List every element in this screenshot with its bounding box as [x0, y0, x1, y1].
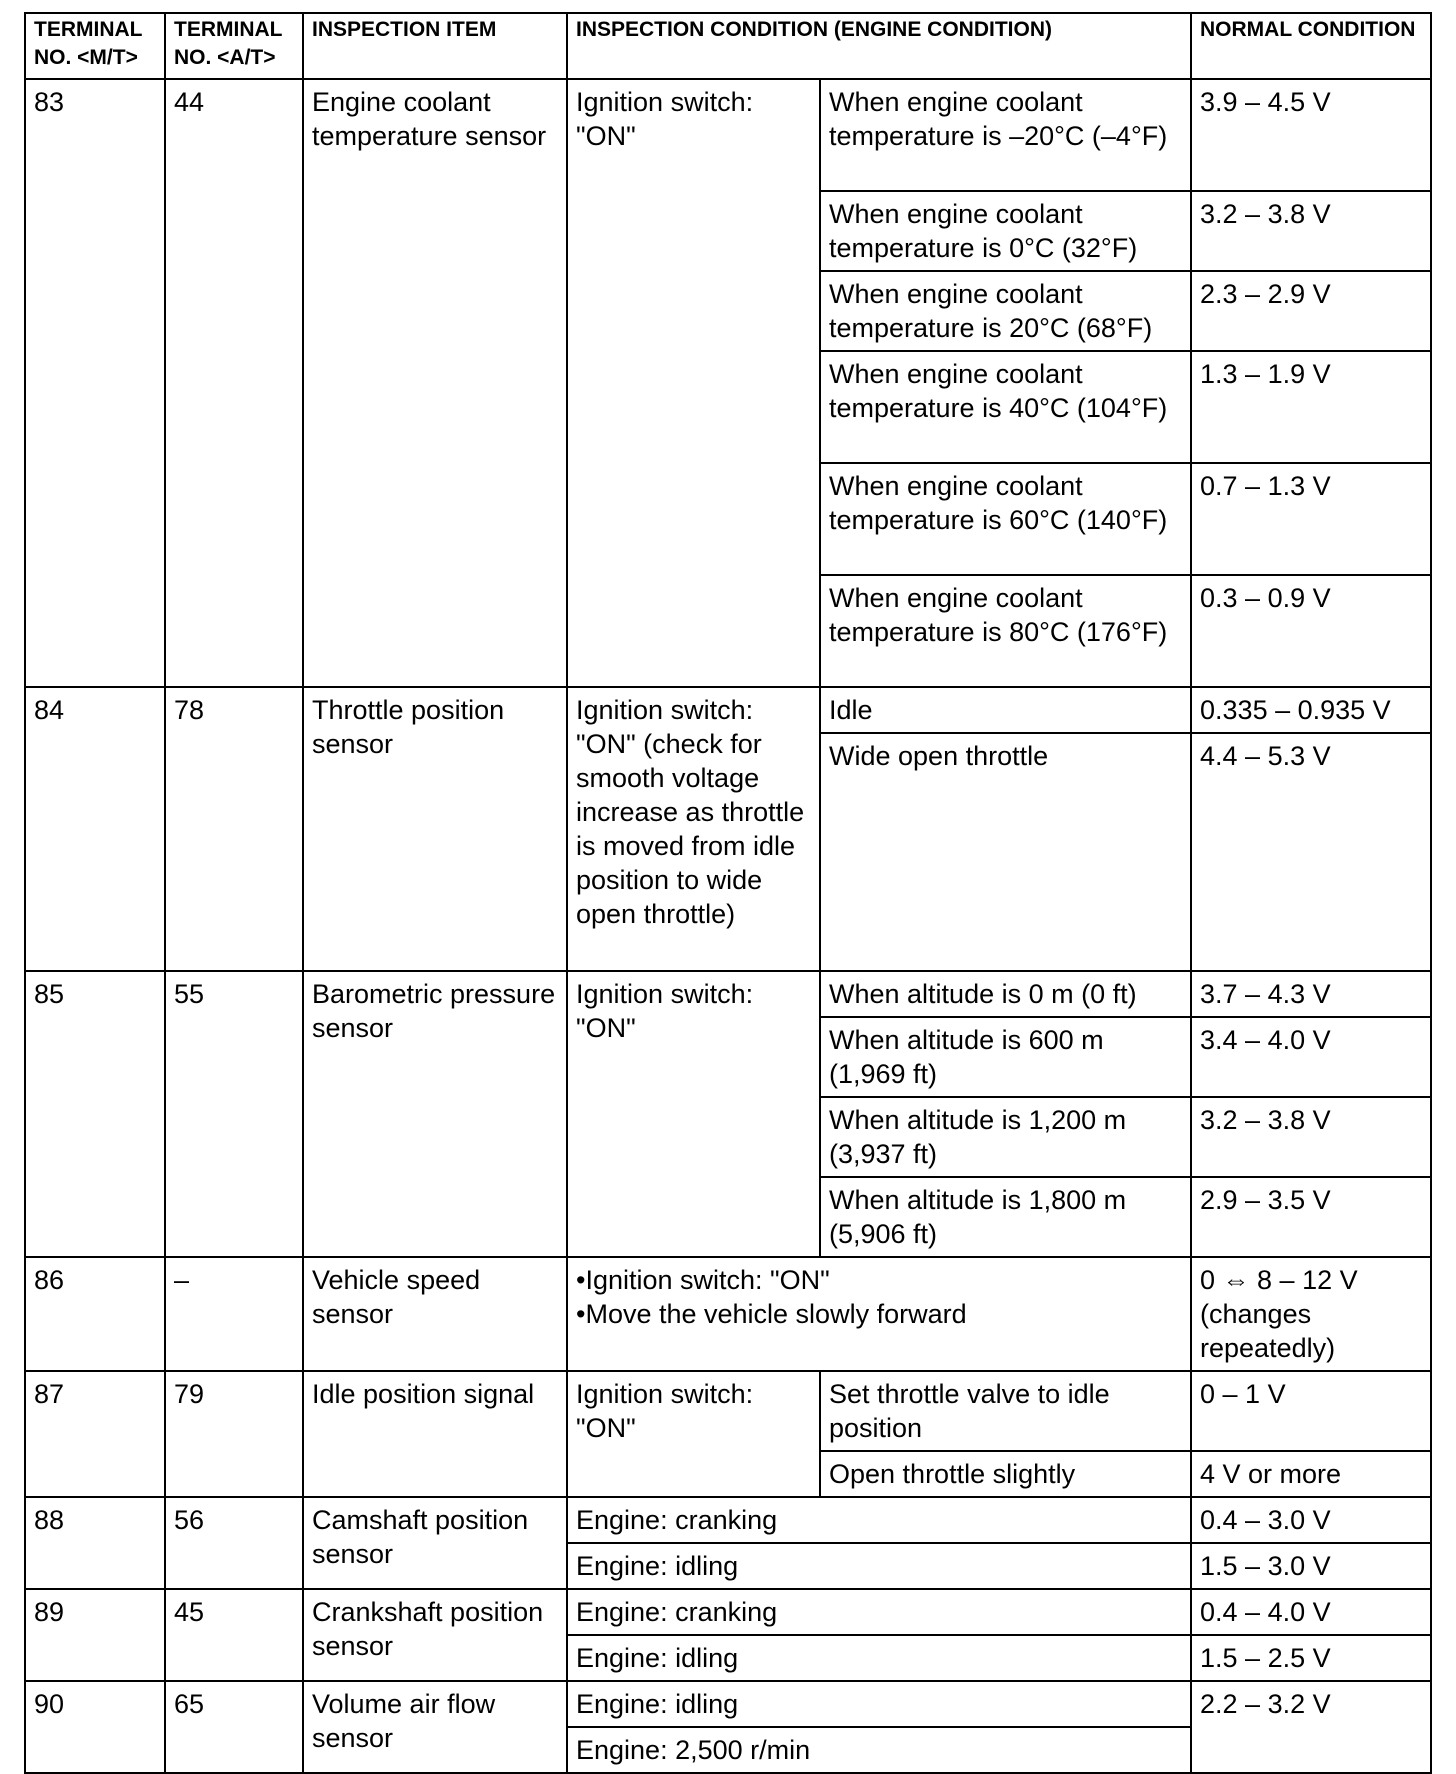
normal-value: 0 – 1 V	[1191, 1371, 1431, 1451]
terminal-mt: 88	[25, 1497, 165, 1589]
inspection-item: Barometric pressure sensor	[303, 971, 567, 1257]
normal-value: 3.4 – 4.0 V	[1191, 1017, 1431, 1097]
terminal-at: 56	[165, 1497, 303, 1589]
terminal-at: 78	[165, 687, 303, 971]
inspection-item: Idle position signal	[303, 1371, 567, 1497]
terminal-mt: 85	[25, 971, 165, 1257]
normal-value: 3.2 – 3.8 V	[1191, 191, 1431, 271]
terminal-mt: 84	[25, 687, 165, 971]
normal-value: 0 ⇔ 8 – 12 V (changes repeatedly)	[1191, 1257, 1431, 1371]
sub-condition: Open throttle slightly	[820, 1451, 1191, 1497]
normal-value: 1.3 – 1.9 V	[1191, 351, 1431, 463]
sub-condition: When engine coolant temperature is 80°C (176°F)	[820, 575, 1191, 687]
terminal-at: 55	[165, 971, 303, 1257]
table-row	[25, 971, 1431, 1017]
sub-condition: Idle	[820, 687, 1191, 733]
normal-value: 3.7 – 4.3 V	[1191, 971, 1431, 1017]
table-row	[25, 687, 1431, 733]
normal-value: 3.2 – 3.8 V	[1191, 1097, 1431, 1177]
table-row	[25, 1681, 1431, 1727]
inspection-item: Throttle position sensor	[303, 687, 567, 971]
inspection-condition: Ignition switch: "ON"	[567, 79, 820, 687]
normal-value: 1.5 – 2.5 V	[1191, 1635, 1431, 1681]
normal-value: 3.9 – 4.5 V	[1191, 79, 1431, 191]
inspection-item: Volume air flow sensor	[303, 1681, 567, 1773]
inspection-condition: Engine: cranking	[567, 1497, 1191, 1543]
table-row	[25, 1371, 1431, 1451]
terminal-at: 44	[165, 79, 303, 687]
sub-condition: When altitude is 0 m (0 ft)	[820, 971, 1191, 1017]
condition-line: •Ignition switch: "ON"	[576, 1265, 830, 1295]
inspection-condition: Ignition switch: "ON"	[567, 1371, 820, 1497]
normal-value: 2.3 – 2.9 V	[1191, 271, 1431, 351]
condition-line: •Move the vehicle slowly forward	[576, 1299, 967, 1329]
normal-value: 0.7 – 1.3 V	[1191, 463, 1431, 575]
inspection-condition: Engine: cranking	[567, 1589, 1191, 1635]
inspection-condition: Engine: idling	[567, 1681, 1191, 1727]
inspection-item: Crankshaft position sensor	[303, 1589, 567, 1681]
normal-value: 0.4 – 3.0 V	[1191, 1497, 1431, 1543]
sub-condition: When engine coolant temperature is 20°C (68°F)	[820, 271, 1191, 351]
header-row	[25, 13, 1431, 79]
terminal-at: 45	[165, 1589, 303, 1681]
header-terminal-at: TERMINAL NO. <A/T>	[165, 13, 303, 79]
header-terminal-mt: TERMINAL NO. <M/T>	[25, 13, 165, 79]
inspection-item: Engine coolant temperature sensor	[303, 79, 567, 687]
header-inspection-item: INSPECTION ITEM	[303, 13, 567, 79]
sub-condition: When altitude is 1,800 m (5,906 ft)	[820, 1177, 1191, 1257]
normal-value: 0.335 – 0.935 V	[1191, 687, 1431, 733]
sub-condition: Set throttle valve to idle position	[820, 1371, 1191, 1451]
terminal-mt: 83	[25, 79, 165, 687]
normal-value: 4.4 – 5.3 V	[1191, 733, 1431, 971]
terminal-at: 79	[165, 1371, 303, 1497]
sub-condition: When engine coolant temperature is –20°C (–4°F)	[820, 79, 1191, 191]
terminal-mt: 89	[25, 1589, 165, 1681]
header-normal-condition: NORMAL CONDITION	[1191, 13, 1431, 79]
normal-value: 2.2 – 3.2 V	[1191, 1681, 1431, 1773]
sub-condition: Wide open throttle	[820, 733, 1191, 971]
sub-condition: When altitude is 600 m (1,969 ft)	[820, 1017, 1191, 1097]
table-row	[25, 1589, 1431, 1635]
inspection-condition: Ignition switch: "ON" (check for smooth voltage increase as throttle is moved from idle position to wide open throttle)	[567, 687, 820, 971]
normal-value: 0.4 – 4.0 V	[1191, 1589, 1431, 1635]
table-row	[25, 79, 1431, 191]
normal-value: 4 V or more	[1191, 1451, 1431, 1497]
normal-value: 2.9 – 3.5 V	[1191, 1177, 1431, 1257]
terminal-mt: 87	[25, 1371, 165, 1497]
normal-value: 1.5 – 3.0 V	[1191, 1543, 1431, 1589]
inspection-condition: Ignition switch: "ON"	[567, 971, 820, 1257]
inspection-condition: Engine: 2,500 r/min	[567, 1727, 1191, 1773]
table-row	[25, 1497, 1431, 1543]
inspection-condition	[567, 1257, 1191, 1371]
table-row	[25, 1257, 1431, 1371]
terminal-at: 65	[165, 1681, 303, 1773]
sub-condition: When engine coolant temperature is 0°C (32°F)	[820, 191, 1191, 271]
inspection-condition: Engine: idling	[567, 1543, 1191, 1589]
normal-value: 0.3 – 0.9 V	[1191, 575, 1431, 687]
terminal-inspection-table	[24, 12, 1432, 1774]
inspection-item: Camshaft position sensor	[303, 1497, 567, 1589]
terminal-mt: 86	[25, 1257, 165, 1371]
sub-condition: When altitude is 1,200 m (3,937 ft)	[820, 1097, 1191, 1177]
terminal-mt: 90	[25, 1681, 165, 1773]
terminal-at: –	[165, 1257, 303, 1371]
sub-condition: When engine coolant temperature is 40°C (104°F)	[820, 351, 1191, 463]
inspection-item: Vehicle speed sensor	[303, 1257, 567, 1371]
sub-condition: When engine coolant temperature is 60°C (140°F)	[820, 463, 1191, 575]
header-inspection-condition: INSPECTION CONDITION (ENGINE CONDITION)	[567, 13, 1191, 79]
inspection-condition: Engine: idling	[567, 1635, 1191, 1681]
